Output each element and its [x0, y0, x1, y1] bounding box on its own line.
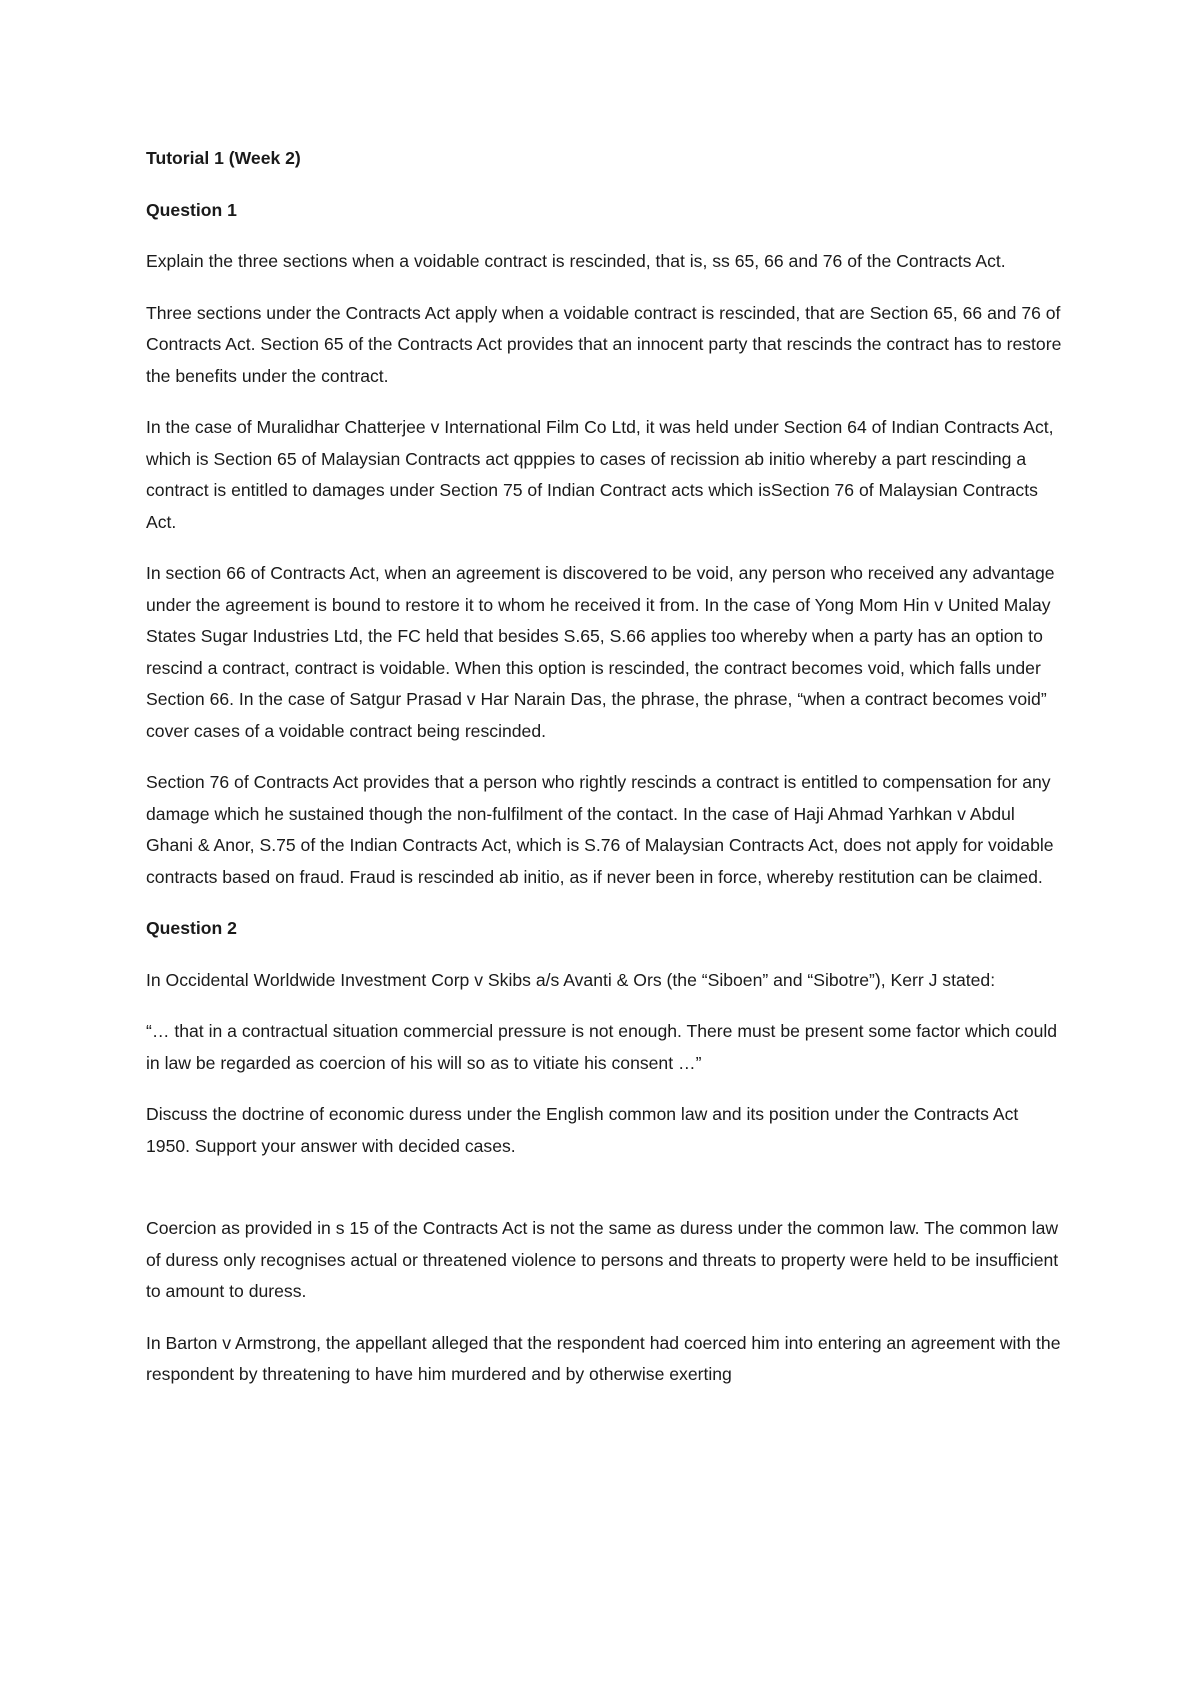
question-1-paragraph: Three sections under the Contracts Act apply when a voidable contract is rescinded, that are Section 65, 66 and 76 of Contracts Act. Section 65 of the Contracts Act provides that an innocent party that rescinds the contract has to restore the benefits under the contract.: [146, 302, 1062, 386]
question-1-paragraph: In the case of Muralidhar Chatterjee v International Film Co Ltd, it was held under Section 64 of Indian Contracts Act, which is Section 65 of Malaysian Contracts act qpppies to cases of recission ab initio whereby a part rescinding a contract is entitled to damages under Section 75 of Indian Contract acts which isSection 76 of Malaysian Contracts Act.: [146, 417, 1054, 532]
document-body: [146, 143, 1066, 1411]
question-1-prompt: Explain the three sections when a voidable contract is rescinded, that is, ss 65, 66 and 76 of the Contracts Act.: [146, 251, 1006, 271]
question-2-quote: “… that in a contractual situation commercial pressure is not enough. There must be present some factor which could in law be regarded as coercion of his will so as to vitiate his consent …”: [146, 1021, 1058, 1073]
question-2-intro: In Occidental Worldwide Investment Corp v Skibs a/s Avanti & Ors (the “Siboen” and “Sibotre”), Kerr J stated:: [146, 969, 996, 990]
question-2-paragraph: Coercion as provided in s 15 of the Contracts Act is not the same as duress under the common law. The common law of duress only recognises actual or threatened violence to persons and threats to property were held to be insufficient to amount to duress.: [146, 1218, 1059, 1301]
question-2-paragraph: In Barton v Armstrong, the appellant alleged that the respondent had coerced him into entering an agreement with the respondent by threatening to have him murdered and by otherwise exerting: [146, 1332, 1061, 1384]
question-1-paragraph: Section 76 of Contracts Act provides that a person who rightly rescinds a contract is entitled to compensation for any damage which he sustained though the non-fulfilment of the contact. In the case of Haji Ahmad Yarhkan v Abdul Ghani & Anor, S.75 of the Indian Contracts Act, which is S.76 of Malaysian Contracts Act, does not apply for voidable contracts based on fraud. Fraud is rescinded ab initio, as if never been in force, whereby restitution can be claimed.: [146, 772, 1054, 887]
document-title: Tutorial 1 (Week 2): [146, 148, 301, 168]
question-1-paragraph: In section 66 of Contracts Act, when an agreement is discovered to be void, any person who received any advantage under the agreement is bound to restore it to whom he received it from. In the case of Yong Mom Hin v United Malay States Sugar Industries Ltd, the FC held that besides S.65, S.66 applies too whereby when a party has an option to rescind a contract, contract is voidable. When this option is rescinded, the contract becomes void, which falls under Section 66. In the case of Satgur Prasad v Har Narain Das, the phrase, the phrase, “when a contract becomes void” cover cases of a voidable contract being rescinded.: [146, 563, 1055, 741]
question-2-prompt: Discuss the doctrine of economic duress under the English common law and its position under the Contracts Act 1950. Support your answer with decided cases.: [146, 1104, 1019, 1156]
question-2-heading: Question 2: [146, 918, 237, 938]
question-1-heading: Question 1: [146, 199, 237, 220]
